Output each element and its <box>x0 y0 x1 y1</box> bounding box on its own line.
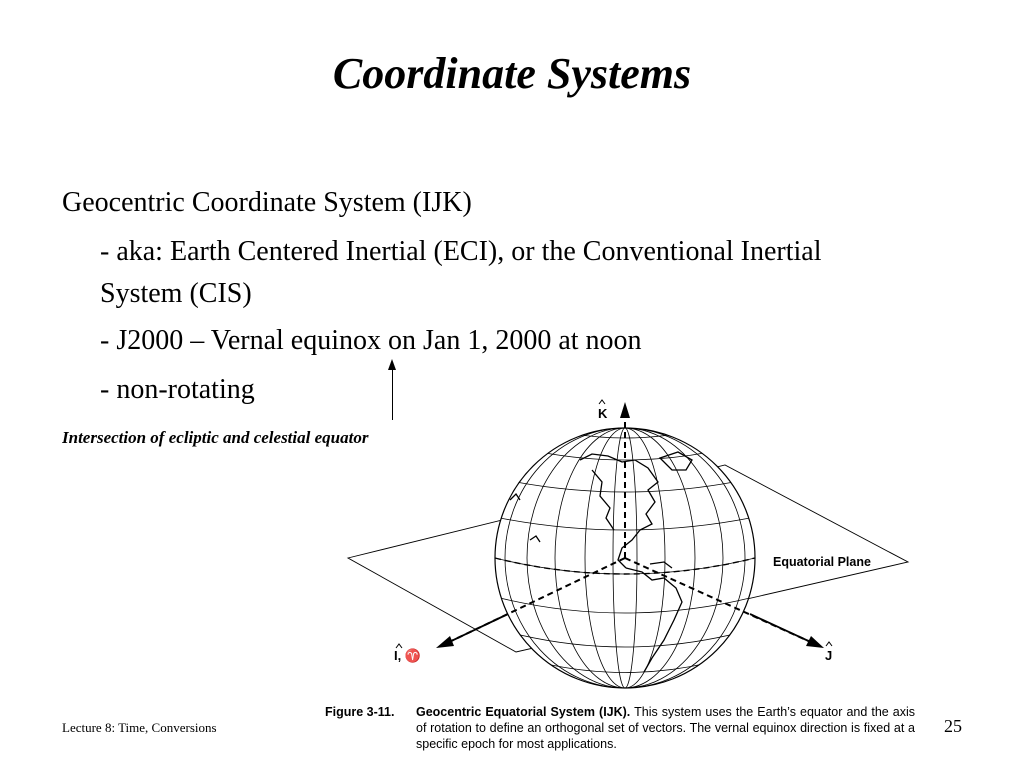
i-axis-label: I, ♈ <box>394 648 422 663</box>
bullet-j2000: - J2000 – Vernal equinox on Jan 1, 2000 at noon <box>100 325 642 356</box>
bullet-eci-aka: - aka: Earth Centered Inertial (ECI), or the Conventional Inertial System (CIS) <box>100 236 822 309</box>
page-number: 25 <box>944 716 962 736</box>
bullet-geocentric-system: Geocentric Coordinate System (IJK) <box>62 187 472 218</box>
bullet-non-rotating: - non-rotating <box>100 374 255 405</box>
caption-text <box>416 704 915 752</box>
caption-title: Geocentric Equatorial System (IJK). <box>416 705 631 719</box>
geocentric-equatorial-figure <box>330 390 930 700</box>
caption-number: Figure 3-11. <box>325 705 395 719</box>
vernal-equinox-annotation: Intersection of ecliptic and celestial equator <box>62 428 369 447</box>
footer-lecture-title: Lecture 8: Time, Conversions <box>62 720 217 735</box>
j-axis-label: J <box>825 648 833 663</box>
i-axis-arrow <box>436 636 454 648</box>
equatorial-plane-label: Equatorial Plane <box>773 555 871 569</box>
slide-title: Coordinate Systems <box>332 49 692 98</box>
k-axis-label: K <box>598 406 608 421</box>
caption-body: This system uses the Earth’s equator and the axis of rotation to define an orthogonal set of vectors. The vernal equinox direction is fixed at a specific epoch for most applications. <box>416 705 915 751</box>
j-axis-arrow <box>806 636 824 648</box>
